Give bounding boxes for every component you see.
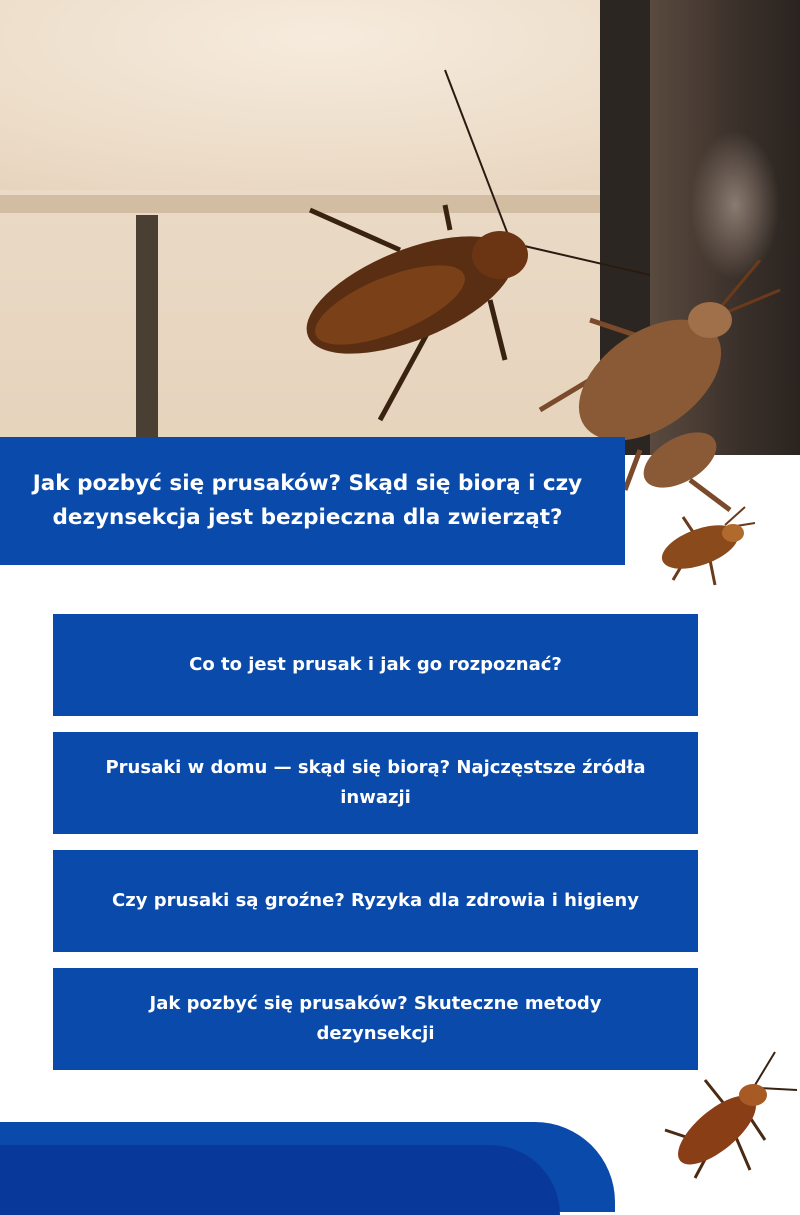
toc-item-label: Co to jest prusak i jak go rozpoznać? [189, 654, 562, 675]
background-glow [690, 130, 780, 280]
bottom-decoration-inner [0, 1145, 560, 1215]
title-banner [0, 437, 625, 565]
page-title: Jak pozbyć się prusaków? Skąd się biorą i czy dezynsekcja jest bezpieczna dla zwierząt? [32, 471, 583, 530]
toc-item-1[interactable] [53, 614, 698, 716]
cockroach-icon [655, 1050, 800, 1180]
hero-photo [0, 0, 800, 455]
brick-joint [136, 215, 158, 455]
toc-item-2[interactable] [53, 732, 698, 834]
toc-item-label: Jak pozbyć się prusaków? Skuteczne metody dezynsekcji [149, 993, 602, 1044]
toc-item-label: Czy prusaki są groźne? Ryzyka dla zdrowia i higieny [112, 890, 639, 911]
cockroach-icon [655, 505, 765, 590]
toc-item-3[interactable] [53, 850, 698, 952]
toc-item-4[interactable] [53, 968, 698, 1070]
toc-item-label: Prusaki w domu — skąd się biorą? Najczęstsze źródła inwazji [105, 757, 646, 808]
